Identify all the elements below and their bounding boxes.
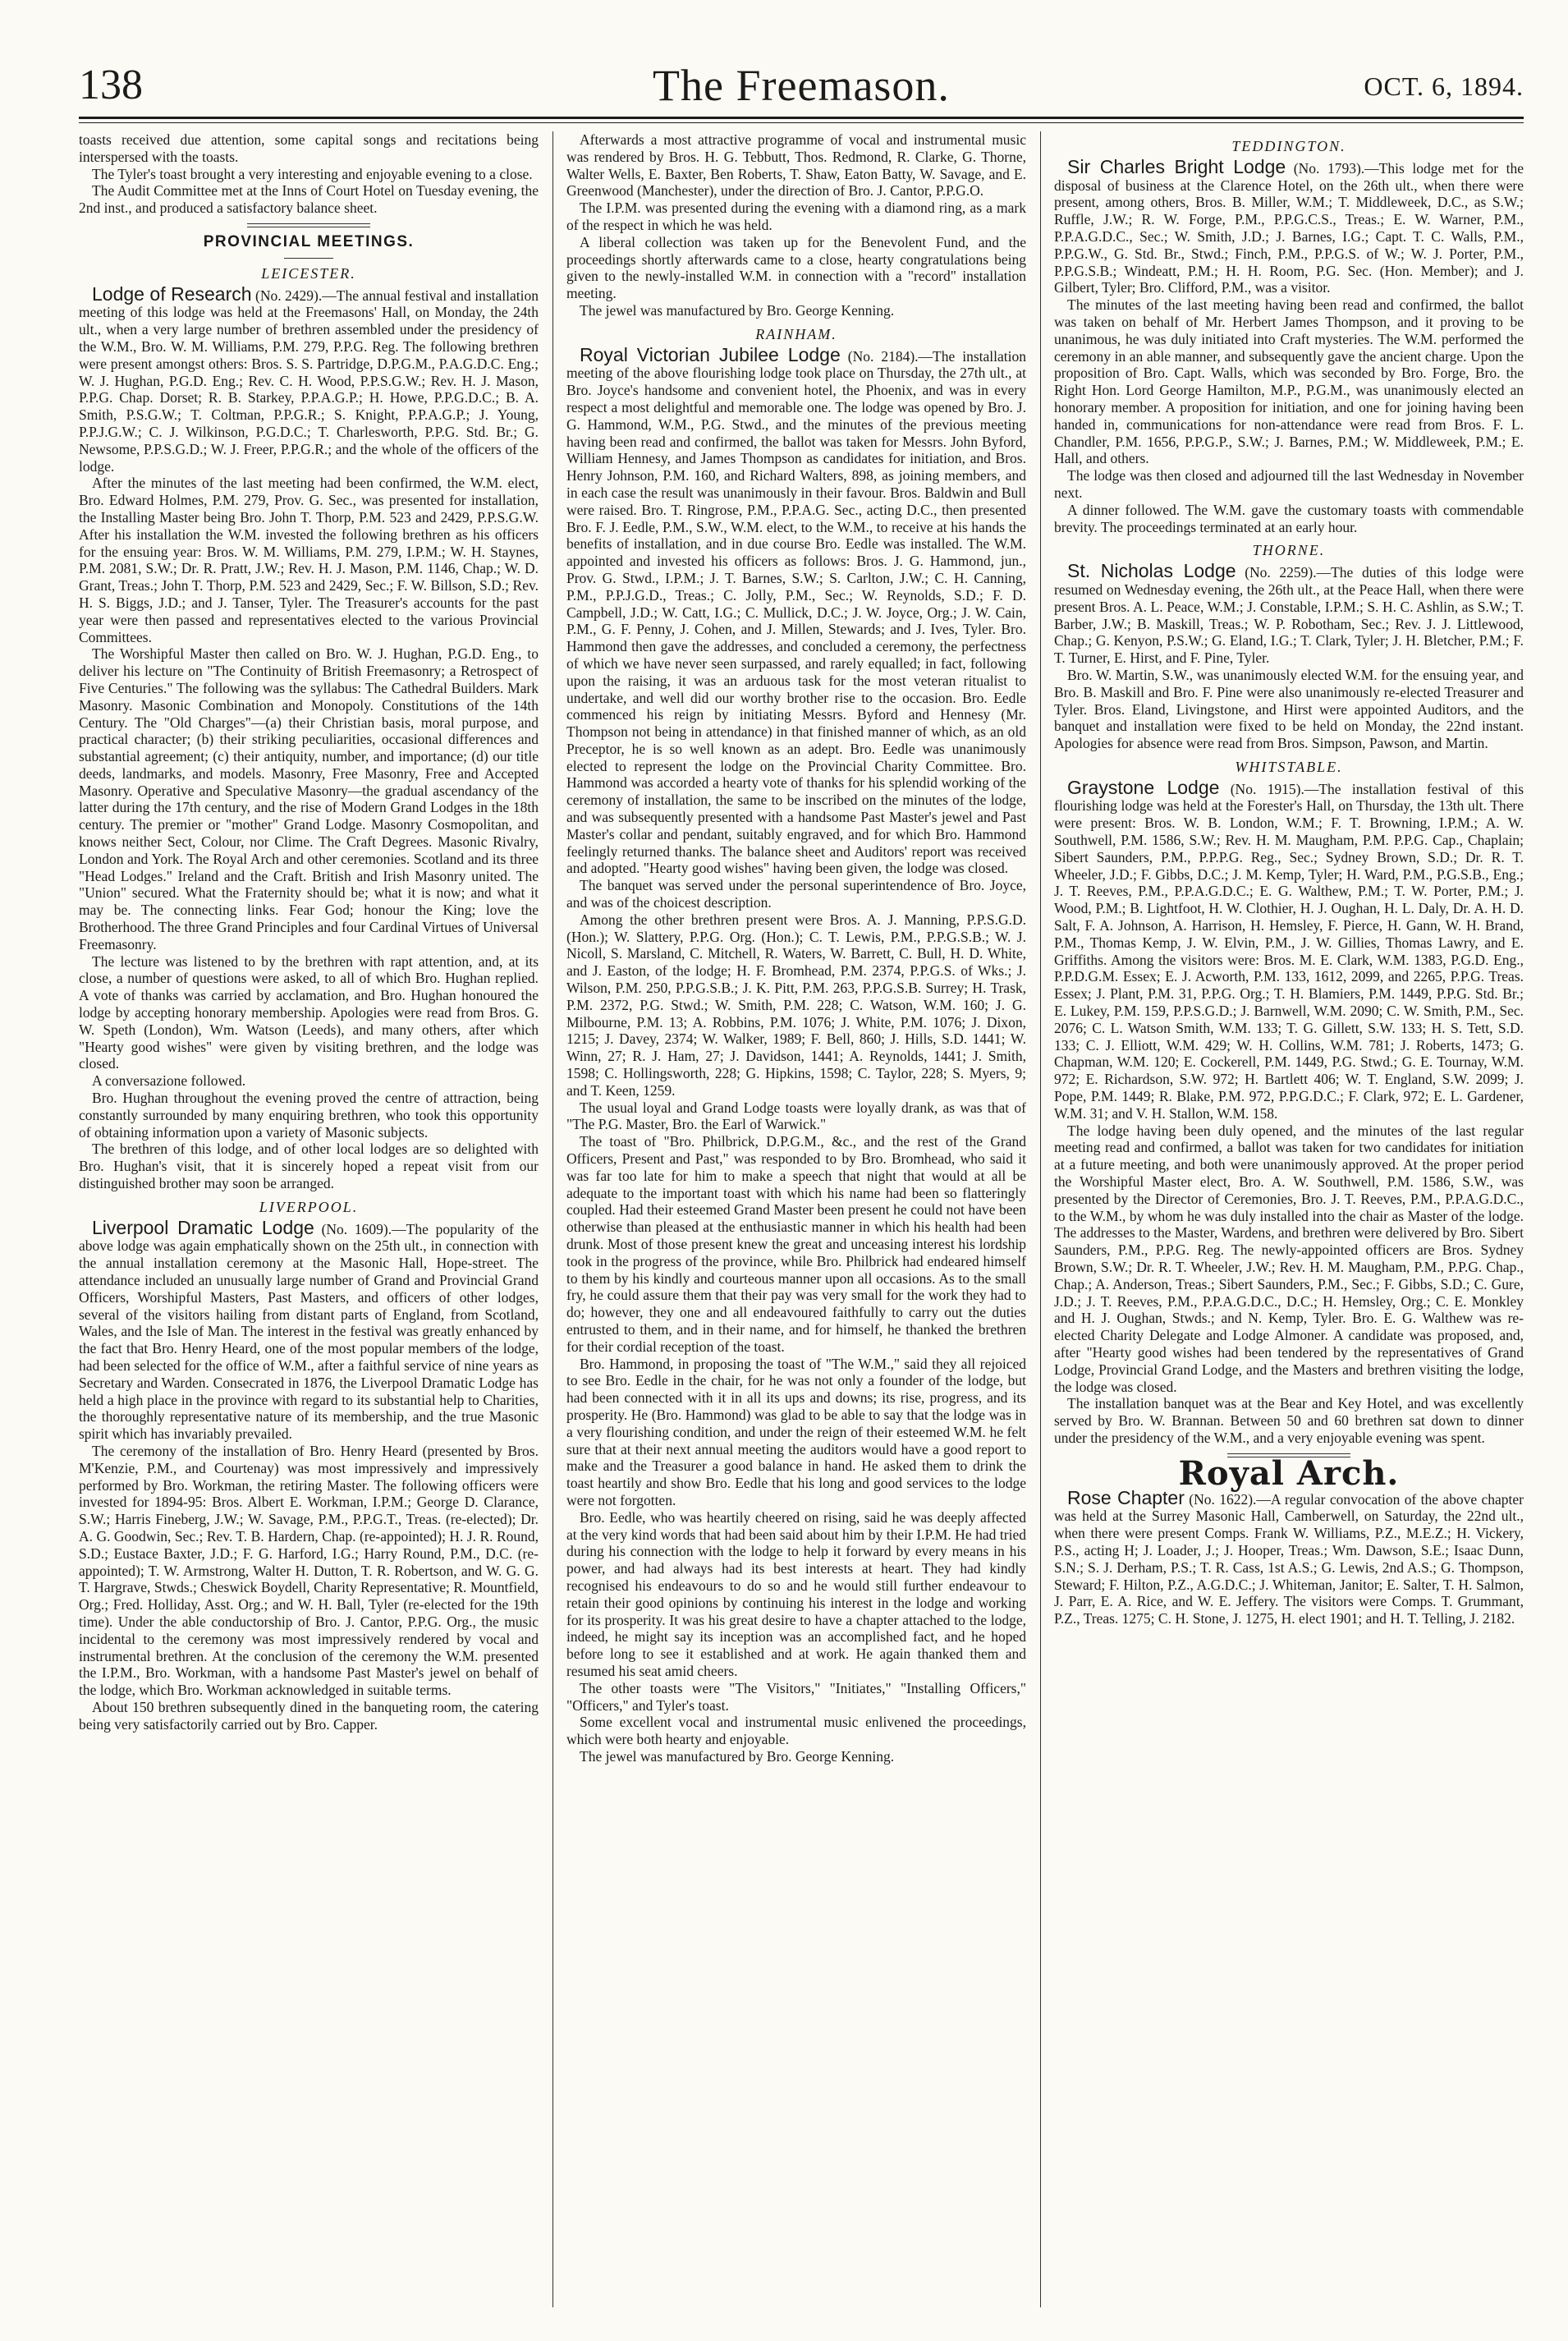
lodge-report [566,343,1026,878]
paragraph: The other toasts were "The Visitors," "Initiates," "Installing Officers," "Officers," and Tyler's toast. [566,1679,1026,1714]
column-divider [552,131,553,2307]
paragraph: After the minutes of the last meeting had been confirmed, the W.M. elect, Bro. Edward Holmes, P.M. 279, Prov. G. Sec., was presented for installation, the Installing Master being Bro. John T. Thorp, P.M. 523 and 2429, P.P.S.G.W. After his installation the W.M. invested the following brethren as his officers for the ensuing year: Bros. W. M. Williams, P.M. 279, I.P.M.; W. H. Staynes, P.M. 2081, S.W.; Dr. R. Pratt, J.W.; Rev. H. J. Mason, P.M. 1146, Chap.; W. D. Grant, Treas.; John T. Thorp, P.M. 523 and 2429, Sec.; F. W. Billson, S.D.; Rev. H. S. Biggs, J.D.; and J. Tanser, Tyler. The Treasurer's accounts for the past year were then passed and representatives elected to the various Provincial Committees. [79,475,539,645]
lodge-name: Graystone Lodge [1067,776,1220,798]
lodge-name: Royal Victorian Jubilee Lodge [580,343,841,365]
paragraph: The minutes of the last meeting having been read and confirmed, the ballot was taken on behalf of Mr. Herbert James Thompson, and it proving to be unanimous, he was duly initiated into Craft mysteries. The W.M. performed the ceremony in an able manner, and subsequently gave the ancient charge. Upon the proposition of Bro. Capt. Walls, which was seconded by Bro. Forge, Bro. the Right Hon. Lord George Hamilton, M.P., P.G.M., was unanimously elected an honorary member. A proposition for initiation, and one for joining having been handed in, communications for non-attendance were read from Bros. F. L. Chandler, P.M. 1656, P.P.G.P., S.W.; J. Barnes, P.M.; W. Middleweek, P.M.; E. Hall, and others. [1054,296,1524,467]
paragraph: Some excellent vocal and instrumental music enlivened the proceedings, which were both hearty and enjoyable. [566,1714,1026,1748]
paragraph: The lodge having been duly opened, and the minutes of the last regular meeting read and confirmed, a ballot was taken for two candidates for initiation at a future meeting, and both were unanimously approved. At the proper period the Worshipful Master elect, Bro. A. W. Southwell, P.M. 1586, S.W., was presented by the Director of Ceremonies, Bro. J. T. Reeves, P.M., P.P.A.G.D.C., to the W.M., by whom he was duly installed into the chair as Master of the lodge. The addresses to the Master, Wardens, and brethren were delivered by Bro. Sibert Saunders, P.M., P.P.G. Reg. The newly-appointed officers are Bros. Sydney Brown, S.W.; Dr. R. T. Wheeler, J.W.; Rev. H. M. Maugham, P.M., P.P.G. Chap., Chap.; A. Anderson, Treas.; Sibert Saunders, P.M., Sec.; F. Gibbs, S.D.; C. Gure, J.D.; J. T. Reeves, P.M., P.P.A.G.D.C., D.C.; H. Hemsley, Org.; C. E. Monkley and H. J. Oughan, Stwds.; and N. Kemp, Tyler. Bro. E. G. Walthew was re-elected Charity Delegate and Lodge Almoner. A candidate was proposed, and, after "Hearty good wishes had been tendered by the representatives of Grand Lodge, Provincial Grand Lodge, and the Masters and brethren visiting the lodge, the lodge was closed. [1054,1122,1524,1395]
paragraph: The jewel was manufactured by Bro. George Kenning. [580,1747,895,1765]
paragraph: —A regular convocation of the above chapter was held at the Surrey Masonic Hall, Camberwell, on Saturday, the 22nd ult., when there were present Comps. Frank W. Williams, P.Z., M.E.Z.; H. Vickery, P.S., acting H; J. Loader, J.; J. Hooper, Treas.; Wm. Dawson, S.E.; Isaac Dunn, S.N.; S. J. Derham, P.S.; T. R. Cass, 1st A.S.; G. Lewis, 2nd A.S.; G. Thompson, Steward; F. Hilton, P.Z., A.G.D.C.; J. Whiteman, Janitor; E. Salter, T. H. Salmon, J. Parr, E. A. Rice, and W. E. Jeffery. The visitors were Comps. T. Grummant, P.Z., Treas. 1275; C. H. Stone, J. 1275, H. elect 1901; and H. T. Telling, J. 2182. [1054,1490,1524,1627]
paragraph: The Tyler's toast brought a very interesting and enjoyable evening to a close. [92,165,533,182]
lodge-name: Sir Charles Bright Lodge [1067,155,1286,177]
lodge-name: Lodge of Research [92,282,252,305]
paragraph: Bro. Eedle, who was heartily cheered on rising, said he was deeply affected at the very kind words that had been said about him by their I.P.M. He had tried during his connection with the lodge to help it forward by every means in his power, and had always had its best interests at heart. They had kindly recognised his endeavours to do so and he would still further endeavour to retain their good opinions by continuing his interest in the lodge and working for its prosperity. It was his great desire to have a chapter attached to the lodge, indeed, he might say its inception was an accomplished fact, and he hoped before long to see it established and at work. He again thanked them and resumed his seat amid cheers. [566,1508,1026,1679]
lodge-report [79,1216,539,1443]
masthead [79,61,1524,110]
column-3 [1054,131,1524,2316]
lodge-number: (No. 2184). [847,347,919,365]
lodge-number: (No. 2259). [1245,564,1317,581]
lodge-report [1054,1486,1524,1627]
column-2 [566,131,1026,2316]
section-heading: PROVINCIAL MEETINGS. [203,232,415,250]
lodge-name: Liverpool Dramatic Lodge [92,1216,314,1238]
paragraph: —The annual festival and installation meeting of this lodge was held at the Freemasons' Hall, on Monday, the 24th ult., when a very large number of brethren assembled under the presidency of the W.M., Bro. W. M. Williams, P.M. 279, P.P.G. Reg. The following brethren were present amongst others: Bros. S. S. Partridge, D.P.G.M., P.A.G.D.C. Eng.; W. J. Hughan, P.G.D. Eng.; Rev. C. H. Wood, P.P.S.G.W.; Rev. H. J. Mason, P.P.G. Chap. Dorset; R. B. Starkey, P.P.A.G.P.; H. Howe, P.P.G.D.C.; B. A. Smith, P.S.G.W.; T. Coltman, P.P.G.R.; S. Knight, P.P.A.G.P.; J. Young, P.P.J.G.W.; C. J. Wilkinson, P.G.D.C.; T. Charlesworth, P.P.G. Std. Br.; G. Newsome, P.P.S.G.D.; W. J. Freer, P.P.G.R.; and the whole of the officers of the lodge. [79,287,539,475]
lodge-report [1054,155,1524,296]
paragraph: A liberal collection was taken up for the Benevolent Fund, and the proceedings shortly afterwards came to a close, hearty congratulations being given to the newly-installed W.M. in connection with a "record" installation meeting. [566,233,1026,302]
lodge-number: (No. 2429). [255,287,323,304]
paragraph: Bro. Hughan throughout the evening proved the centre of attraction, being constantly surrounded by many enquiring brethren, who took this opportunity of obtaining information upon a variety of Masonic subjects. [79,1090,539,1141]
issue-date: OCT. 6, 1894. [1364,71,1524,101]
paragraph: Among the other brethren present were Bros. A. J. Manning, P.P.S.G.D. (Hon.); W. Slattery, P.P.G. Org. (Hon.); C. T. Lewis, P.M., P.P.G.S.B.; W. J. Nicoll, S. Marsland, C. Mitchell, R. Waters, W. Barrett, C. Bull, H. D. White, and J. Easton, of the lodge; H. F. Bromhead, P.M. 2374, P.P.G.S. of Wks.; J. Wilson, P.M. 250, P.P.G.S.B.; J. K. Pitt, P.M. 263, P.P.G.S.B. Surrey; H. Trask, P.M. 2372, P.G. Stwd.; W. Smith, P.M. 228; C. Watson, W.M. 160; J. G. Milbourne, P.M. 13; A. Robbins, P.M. 1076; J. White, P.M. 1076; J. Dixon, 1215; J. Davey, 2374; W. Walker, 1989; F. Bell, 860; J. Hills, S.D. 1441; W. Winn, 27; R. J. Ham, 27; J. Davidson, 1441; A. Reynolds, 1441; J. Smith, 1598; C. Hollingsworth, 228; G. Hipkins, 1598; C. Taylor, 228; S. Myers, 9; and T. Keen, 1259. [566,911,1026,1099]
chapter-name: Rose Chapter [1067,1486,1185,1508]
publication-title: The Freemason. [653,61,950,110]
lodge-number: (No. 1793). [1293,159,1365,177]
paragraph: A dinner followed. The W.M. gave the customary toasts with commendable brevity. The proceedings terminated at an early hour. [1054,501,1524,535]
separator-rule [247,223,370,227]
paragraph: A conversazione followed. [92,1072,246,1090]
paragraph: The Worshipful Master then called on Bro. W. J. Hughan, P.G.D. Eng., to deliver his lecture on "The Continuity of British Freemasonry; a Retrospect of Five Centuries." The following was the syllabus: The Cathedral Builders. Mark Masonry. Masonic Combination and Monopoly. Constitutions of the 14th Century. The "Old Charges"—(a) their Christian basis, moral purpose, and practical character; (b) their striking peculiarities, occasional differences and substantial agreement; (c) their antiquity, number, and importance; (d) our title deeds, landmarks, and models. Masonry, Free Masonry, Free and Accepted Masonry. Operative and Speculative Masonry—the gradual ascendancy of the latter during the 17th century, and the rise of Modern Grand Lodges in the 18th century. The premier or "mother" Grand Lodge. Masonry Cosmopolitan, and knows neither Sect, Colour, nor Clime. The Craft Degrees. Masonic Rivalry, London and York. The Royal Arch and other ceremonies. Scotland and its three "Head Lodges." Ireland and the Craft. British and Irish Masonry united. The "Union" secured. What the Fraternity should be; what it is now; and what it may be. The connecting links. Fear God; honour the King; love the Brotherhood. The three Grand Principles and four Cardinal Virtues of Universal Freemasonry. [79,645,539,952]
paragraph: The lodge was then closed and adjourned till the last Wednesday in November next. [1054,467,1524,501]
place-heading: THORNE. [1252,542,1326,559]
paragraph: The ceremony of the installation of Bro. Henry Heard (presented by Bros. M'Kenzie, P.M., and Courtenay) was most impressively and impressively performed by Bro. Workman, the retiring Master. The following officers were invested for 1894-95: Bros. Albert E. Workman, I.P.M.; George D. Clarance, S.W.; Harris Fineberg, J.W.; W. Savage, P.M., P.P.G.T., Treas. (re-elected); Dr. A. G. Goodwin, Sec.; Rev. T. B. Hardern, Chap. (re-appointed); H. J. R. Round, S.D.; Eustace Baxter, J.D.; F. G. Harford, I.G.; Harry Round, P.M., D.C. (re-appointed); T. W. Armstrong, Walter H. Dutton, T. R. Robertson, and W. G. G. T. Hargrave, Stwds.; Cheswick Boydell, Charity Representative; R. Mountfield, Org.; Fred. Holliday, Asst. Org.; and W. H. Ball, Tyler (re-elected for the 19th time). Under the able conductorship of Bro. J. Cantor, P.P.G. Org., the music incidental to the ceremony was most impressively rendered by vocal and instrumental brethren. At the conclusion of the ceremony the W.M. presented the I.P.M., Bro. Workman, with a handsome Past Master's jewel on behalf of the lodge, which Bro. Workman acknowledged in suitable terms. [79,1442,539,1699]
paragraph: —The installation meeting of the above flourishing lodge took place on Thursday, the 27th ult., at Bro. Joyce's handsome and convenient hotel, the Phoenix, and was in every respect a most delightful and memorable one. The lodge was opened by Bro. J. G. Hammond, W.M., P.G. Stwd., and the minutes of the previous meeting having been read and confirmed, the ballot was taken for Messrs. John Byford, William Hennesy, and James Thompson as candidates for initiation, and Bros. Henry Johnson, P.M. 160, and Richard Walters, 898, as joining members, and in each case the result was unanimously in their favour. Bros. Baldwin and Bull were raised. Bro. T. Ringrose, P.M., P.P.A.G. Sec., acting D.C., then presented Bro. F. J. Eedle, P.M., S.W., W.M. elect, to the W.M., to receive at his hands the benefits of installation, and in due course Bro. Eedle was installed. The W.M. appointed and invested his officers as follows: Bros. J. G. Hammond, jun., Prov. G. Stwd., I.P.M.; J. T. Barnes, S.W.; S. Carlton, J.W.; C. H. Canning, P.M., P.P.J.G.D., Treas.; C. Jolly, P.M., Sec.; W. Reynolds, S.D.; F. D. Campbell, J.D.; W. Catt, I.G.; C. Mullick, D.C.; J. W. Joyce, Org.; J. W. Cain, P.M., G. F. Penny, J. Cohen, and J. Millen, Stewards; and J. Ives, Tyler. Bro. Hammond then gave the addresses, and concluded a ceremony, the perfectness of which we have never seen surpassed, and rarely equalled; in fact, following upon the raising, it was an arduous task for the most veteran ritualist to undertake, and well did our worthy brother rise to the occasion. Bro. Eedle commenced his reign by initiating Messrs. Byford and Hennesy (Mr. Thompson not being in attendance) in that finished manner of which, as an old Preceptor, he is so well known as an adept. Bro. Eedle was unanimously elected to represent the lodge on the Provincial Charity Committee. Bro. Hammond was accorded a hearty vote of thanks for his splendid working of the ceremony of installation, the same to be inscribed on the minutes of the lodge, and was subsequently presented with a handsome Past Master's jewel and Past Master's collar and pendant, suitably engraved, and for which Bro. Hammond feelingly returned thanks. The balance sheet and Auditors' report was received and adopted. "Hearty good wishes" having been given, the lodge was closed. [566,347,1026,877]
paragraph: About 150 brethren subsequently dined in the banqueting room, the catering being very satisfactorily carried out by Bro. Capper. [79,1698,539,1733]
lodge-number: (No. 1609). [321,1220,392,1237]
paragraph: The lecture was listened to by the brethren with rapt attention, and, at its close, a number of questions were asked, to all of which Bro. Hughan replied. A vote of thanks was carried by acclamation, and Bro. Hughan honoured the lodge by accepting honorary membership. Apologies were read from Bros. G. W. Speth (London), Wm. Watson (Leeds), and many others, after which "Hearty good wishes" were given by visiting brethren, and the lodge was closed. [79,952,539,1072]
lodge-report [1054,562,1524,667]
place-heading: TEDDINGTON. [1231,138,1346,154]
paragraph: —The popularity of the above lodge was again emphatically shown on the 25th ult., in connection with the annual installation ceremony at the Masonic Hall, Hope-street. The attendance included an unusually large number of Grand and Provincial Grand Officers, Worshipful Masters, Past Masters, and officers of other lodges, several of the visitors hailing from distant parts of England, from Scotland, Wales, and the Isle of Man. The interest in the festival was greatly enhanced by the fact that Bro. Henry Heard, one of the most popular members of the lodge, had been selected for the office of W.M., after a faithful service of nine years as Secretary and Warden. Consecrated in 1876, the Liverpool Dramatic Lodge has held a high place in the province with regard to its substantial help to Charities, the thoroughly representative nature of its membership, and the true Masonic spirit which has invariably prevailed. [79,1220,539,1443]
lodge-report [79,282,539,475]
paragraph: The banquet was served under the personal superintendence of Bro. Joyce, and was of the choicest description. [566,877,1026,911]
place-heading: WHITSTABLE. [1235,758,1343,775]
paragraph: The toast of "Bro. Philbrick, D.P.G.M., &c., and the rest of the Grand Officers, Present and Past," was responded to by Bro. Bromhead, who said it was far too late for him to make a speech that night that would at all be adequate to the important toast with which his name had been so flatteringly coupled. Had their esteemed Grand Master been present he could not have been otherwise than pleased at the enthusiastic manner in which his health had been drunk. Most of those present knew the great and unceasing interest his lordship took in the progress of the province, while Bro. Philbrick had endeared himself to them by his kindly and courteous manner upon all occasions. As to the small fry, he could assure them that their pay was very small for the work they had to do; however, they one and all endeavoured faithfully to carry out the duties entrusted to them, and in their name, and for himself, he thanked the brethren for their cordial reception of the toast. [566,1133,1026,1355]
paragraph: The brethren of this lodge, and of other local lodges are so delighted with Bro. Hughan's visit, that it is sincerely hoped a repeat visit from our distinguished brother may soon be arranged. [79,1141,539,1192]
column-1 [79,131,539,2316]
paragraph: Bro. W. Martin, S.W., was unanimously elected W.M. for the ensuing year, and Bro. B. Maskill and Bro. F. Pine were also unanimously re-elected Treasurer and Tyler. Bros. Eland, Livingstone, and Hirst were appointed Auditors, and the banquet and installation were fixed to be held on Monday, the 22nd instant. Apologies for absence were read from Bros. Simpson, Pawson, and Martin. [1054,666,1524,752]
royal-arch-heading: Royal Arch. [1178,1453,1400,1493]
paragraph: Bro. Hammond, in proposing the toast of "The W.M.," said they all rejoiced to see Bro. Eedle in the chair, for he was not only a founder of the lodge, but had been connected with it in all its ups and downs; its rise, progress, and its prosperity. He (Bro. Hammond) was glad to be able to say that the lodge was in a very flourishing condition, and under the reign of their esteemed W.M. he felt sure that at their next annual meeting the auditors would have a good report to make and the Treasurer a good balance in hand. He asked them to drink the toast heartily and show Bro. Eedle that his long and good services to the lodge were not forgotten. [566,1355,1026,1508]
lodge-report [1054,776,1524,1122]
place-heading: RAINHAM. [755,325,837,342]
paragraph: Afterwards a most attractive programme of vocal and instrumental music was rendered by Bros. H. G. Tebbutt, Thos. Redmond, R. Clarke, G. Thorne, Walter Wells, E. Baxter, Ben Roberts, T. Shaw, Eaton Batty, W. Savage, and E. Greenwood (Manchester), under the direction of Bro. J. Cantor, P.P.G.O. [566,131,1026,200]
chapter-number: (No. 1622). [1189,1490,1257,1508]
page-number: 138 [79,62,143,108]
paragraph: —This lodge met for the disposal of business at the Clarence Hotel, on the 26th ult., when there were present, among others, Bros. B. Miller, W.M.; T. Middleweek, D.C., as S.W.; Ruffle, J.W.; R. W. Forge, P.M., P.P.G.C.S., Treas.; E. W. Warner, P.M., P.P.A.G.D.C., Sec.; W. Smith, J.D.; J. Barnes, I.G.; Capt. T. C. Walls, P.M., P.P.G.W., G. Std. Br., Stwd.; Finch, P.M., P.P.G.S. of W.; W. J. Porter, P.M., P.P.G.S.B.; Windeatt, P.M.; H. H. Room, P.G. Sec. (Hon. Member); and J. Gilbert, Tyler; Bro. Clifford, P.M., was a visitor. [1054,159,1524,296]
column-divider [1040,131,1041,2307]
paragraph: The Audit Committee met at the Inns of Court Hotel on Tuesday evening, the 2nd inst., and produced a satisfactory balance sheet. [79,182,539,217]
lodge-number: (No. 1915). [1230,780,1304,797]
masthead-rule-thin [79,122,1524,123]
paragraph: The jewel was manufactured by Bro. George Kenning. [580,301,895,319]
paragraph: The usual loyal and Grand Lodge toasts were loyally drank, as was that of "The P.G. Master, Bro. the Earl of Warwick." [566,1099,1026,1133]
place-heading: LEICESTER. [261,264,356,282]
paragraph: The installation banquet was at the Bear and Key Hotel, and was excellently served by Bro. W. Brannan. Between 50 and 60 brethren sat down to dinner under the presidency of the W.M., and a very enjoyable evening was spent. [1054,1395,1524,1446]
paragraph: The I.P.M. was presented during the evening with a diamond ring, as a mark of the respect in which he was held. [566,200,1026,233]
separator-rule [284,258,333,259]
paragraph: —The installation festival of this flourishing lodge was held at the Forester's Hall, on Thursday, the 13th ult. There were present: Bros. W. B. London, W.M.; F. T. Browning, I.P.M.; A. W. Southwell, P.M. 1586, S.W.; Rev. H. M. Maugham, P.M. P.P.G. Cap., Chaplain; Sibert Saunders, P.M., P.P.P.G. Reg., Sec.; Sydney Brown, S.D.; Dr. R. T. Wheeler, J.D.; F. Gibbs, D.C.; J. M. Kemp, Tyler; H. Ward, P.M., P.G.S.B., Eng.; J. T. Reeves, P.M., P.P.A.G.D.C.; E. G. Walthew, P.M.; T. W. Porter, P.M.; J. Wood, P.M.; B. Lightfoot, H. W. Clothier, H. J. Oughan, H. L. Daly, Dr. A. H. D. Salt, F. A. Johnson, A. Harrison, H. Hemsley, F. Pierce, H. Gann, W. H. Brand, P.M., Thomas Kemp, J. W. Elvin, P.M., J. W. Gillies, Thomas Lawry, and E. Griffiths. Among the visitors were: Bros. M. E. Clark, W.M. 1383, P.G.D. Eng., P.P.D.G.M. Essex; E. J. Acworth, P.M. 133, 1612, 2099, and 2265, P.P.G. Treas. Essex; J. Plant, P.M. 31, P.P.G. Org.; T. H. Blamiers, P.M. 1449, P.P.G. Std. Br.; E. Lukey, P.M. 159, P.P.S.G.D.; J. Barnwell, W.M. 2090; C. W. Smith, P.M., Sec. 2076; C. L. Watson Smith, W.M. 133; T. G. Gillett, S.W. 133; H. S. Tett, S.D. 133; C. J. Elliott, W.M. 429; W. H. Collins, W.M. 781; J. Roberts, 1473; G. Chapman, W.M. 120; E. Cockerell, P.M. 1449, P.G. Stwd.; G. E. Tournay, W.M. 972; E. Richardson, S.W. 972; H. Bartlett 406; W. T. England, S.W. 2099; J. Pope, P.M. 1449; R. Blake, P.M. 972, P.P.G.D.C.; F. Clark, 972; E. L. Gardener, W.M. 31; and V. H. Stallon, W.M. 158. [1054,780,1524,1122]
masthead-rule [79,117,1524,119]
lodge-name: St. Nicholas Lodge [1067,560,1236,582]
place-heading: LIVERPOOL. [259,1198,359,1215]
paragraph: toasts received due attention, some capital songs and recitations being interspersed with the toasts. [79,131,539,165]
paragraph: —The duties of this lodge were resumed on Wednesday evening, the 26th ult., at the Peace Hall, when there were present Bros. A. L. Peace, W.M.; J. Constable, I.P.M.; S. H. C. Ashlin, as S.W.; T. Barber, J.W.; B. Maskill, Treas.; W. P. Robotham, Sec.; Rev. J. J. Littlewood, Chap.; G. Kenyon, P.S.W.; G. Eland, I.G.; T. Clark, Tyler; J. H. Bletcher, P.M.; F. T. Turner, E. Hirst, and F. Pine, Tyler. [1054,564,1524,667]
